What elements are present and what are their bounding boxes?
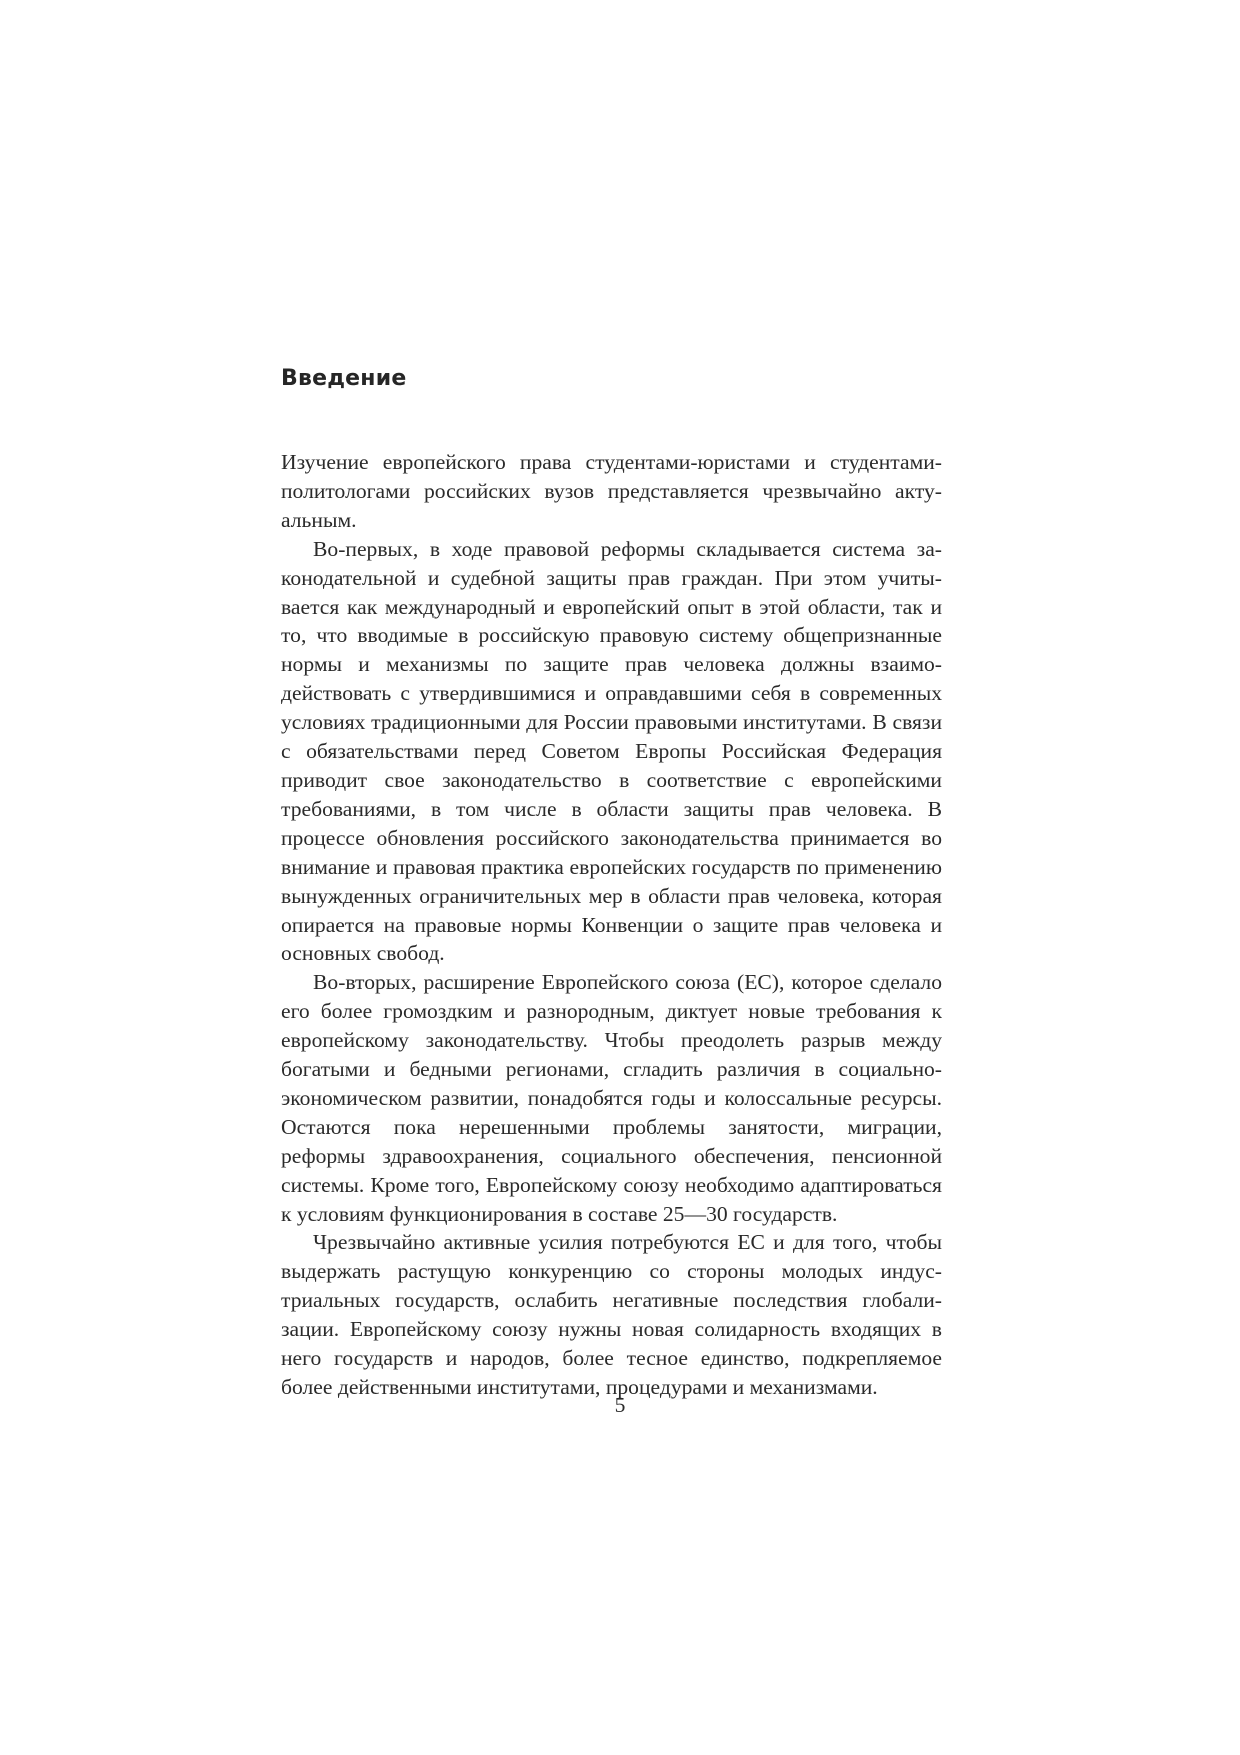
paragraph-intro: Изучение европейского права студентами-юристами и студентами-политологами российских вузов представляется чрезвычайно актуальным. [281,450,942,532]
page-number: 5 [614,1393,626,1417]
body-text [281,448,942,1402]
paragraph-competition: Чрезвычайно активные усилия потребуются ЕС и для того, чтобы выдержать растущую конкуренцию со стороны молодых индустриальных государств, ослабить негативные последствия глобализации. Европейскому союзу нужны новая солидарность входящих в него государств и народов, более тесное единство, подкрепляемое более действенными институтами, процедурами и механизмами. [281,1230,942,1399]
paragraph-first-point: Во-первых, в ходе правовой реформы складывается система законодательной и судебной защиты прав граждан. При этом учитывается как международный и европейский опыт в этой области, так и то, что вводимые в российскую правовую систему общепризнанные нормы и механизмы по защите прав человека должны взаимодействовать с утвердившимися и оправдавшими себя в современных условиях традиционными для России правовыми институтами. В связи с обязательствами перед Советом Европы Российская Федерация приводит свое законодательство в соответствие с европейскими требованиями, в том числе в области защиты прав человека. В процессе обновления российского законодательства принимается во внимание и правовая практика европейских государств по применению вынужденных ограничительных мер в области прав человека, которая опирается на правовые нормы Конвенции о защите прав человека и основных свобод. [281,536,942,966]
paragraph-second-point: Во-вторых, расширение Европейского союза (ЕС), которое сделало его более громоздким и разнородным, диктует новые требования к европейскому законодательству. Чтобы преодолеть разрыв между богатыми и бедными регионами, сгладить различия в социально-экономическом развитии, понадобятся годы и колоссальные ресурсы. Остаются пока нерешенными проблемы занятости, миграции, реформы здравоохранения, социального обеспечения, пенсионной системы. Кроме того, Европейскому союзу необходимо адаптироваться к условиям функционирования в составе 25—30 государств. [281,970,942,1226]
section-heading: Введение [281,366,407,391]
